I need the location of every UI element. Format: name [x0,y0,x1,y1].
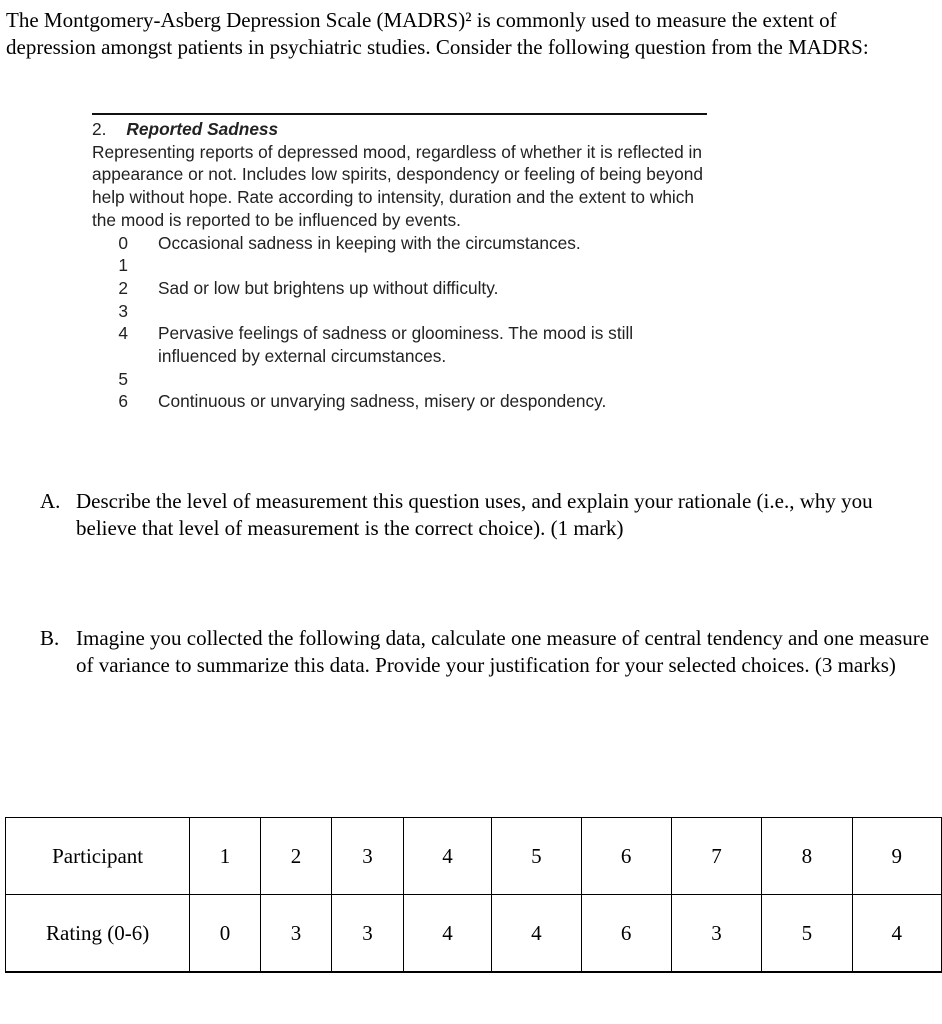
table-cell: 3 [671,895,761,973]
table-cell: 6 [581,895,671,973]
table-cell: 2 [260,818,332,895]
table-cell: 9 [852,818,941,895]
rating-option [92,368,707,391]
option-text [158,300,707,323]
rating-option [92,390,707,413]
question-label: A. [40,489,61,513]
divider [92,113,707,115]
question-text: Describe the level of measurement this question uses, and explain your rationale (i.e., why you believe that level of measurement is the correct choice). (1 mark) [76,489,873,540]
madrs-item-excerpt [92,113,707,413]
option-text: Continuous or unvarying sadness, misery or despondency. [158,391,607,412]
option-text: Sad or low but brightens up without difficulty. [158,277,499,298]
rating-option [92,300,707,323]
table-cell: 3 [332,818,404,895]
rating-option [92,254,707,277]
option-text [158,254,707,277]
option-score: 5 [118,368,128,389]
table-cell: 4 [403,895,491,973]
option-score: 1 [118,255,128,276]
item-description: Representing reports of depressed mood, regardless of whether it is reflected in appearance or not. Includes low spirits, despondency or feeling of being beyond help without hope. Rate according to intensity, duration and the extent to which the mood is reported to be influenced by events. [92,141,704,230]
rating-option [92,232,707,255]
option-text [158,368,707,391]
table-cell: 7 [671,818,761,895]
option-score: 4 [118,323,128,344]
table-row [6,895,942,973]
table-cell: 8 [762,818,852,895]
option-text: Pervasive feelings of sadness or gloominess. The mood is still influenced by external circumstances. [158,323,634,367]
option-text: Occasional sadness in keeping with the circumstances. [158,232,581,253]
ratings-table [5,817,942,973]
question-b [40,625,930,679]
table-cell: 3 [260,895,332,973]
table-cell: 4 [492,895,581,973]
table-cell: 0 [190,895,261,973]
item-heading [92,118,707,141]
rating-option [92,277,707,300]
table-cell: 1 [190,818,261,895]
table-cell: 6 [581,818,671,895]
item-title: Reported Sadness [126,119,279,139]
option-score: 0 [118,232,128,253]
row-header: Rating (0-6) [6,895,190,973]
table-cell: 5 [492,818,581,895]
question-text: Imagine you collected the following data, calculate one measure of central tendency and one measure of variance to summarize this data. Provide your justification for your selected choices. (3 marks) [76,626,930,677]
question-label: B. [40,626,60,650]
option-score: 3 [118,300,128,321]
table-cell: 3 [332,895,404,973]
option-score: 6 [118,391,128,412]
intro-paragraph: The Montgomery-Asberg Depression Scale (MADRS)² is commonly used to measure the extent of depression amongst patients in psychiatric studies. Consider the following question from the MADRS: [6,8,869,59]
rating-options [92,232,707,414]
table-cell: 5 [762,895,852,973]
table-row [6,818,942,895]
table-cell: 4 [852,895,941,973]
item-number: 2. [92,119,107,139]
row-header: Participant [6,818,190,895]
option-score: 2 [118,277,128,298]
question-a [40,488,920,542]
table-cell: 4 [403,818,491,895]
rating-option [92,322,707,367]
